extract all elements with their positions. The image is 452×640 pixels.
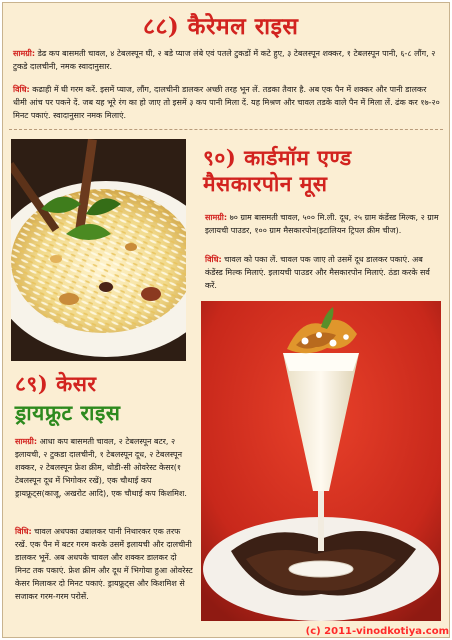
copyright-footer: (c) 2011-vinodkotiya.com (305, 626, 449, 637)
recipe-90-title (203, 145, 352, 197)
recipe-90-ingredients-label: सामग्री: (205, 213, 228, 222)
section-divider (9, 129, 443, 130)
recipe-90-title-line2: मैसकारपोन मूस (203, 171, 328, 196)
recipe-88-title: ८८) कैरेमल राइस (143, 13, 299, 40)
recipe-88-method (13, 83, 441, 122)
magazine-page (2, 2, 450, 638)
recipe-88-method-label: विधि: (13, 85, 30, 94)
recipe-89-ingredients-label: सामग्री: (15, 437, 38, 446)
recipe-90-ingredients (205, 211, 441, 237)
recipe-88-ingredients (13, 47, 441, 73)
recipe-88-ingredients-text: डेढ कप बासमती चावल, ४ टेबलस्पून घी, २ बडे प्याज लंबे एवं पतले टुकडों में कटे हुए, ३ टेबलस्पून शक्कर, १ टेबलस्पून पानी, ६-८ लौंग, २ टुकडे दालचीनी, नमक स्वादानुसार. (13, 49, 436, 71)
recipe-89-method (15, 525, 193, 603)
mousse-photo (201, 301, 441, 621)
recipe-89-method-text: चावल अधपका उबालकर पानी निथारकर एक तरफ रखें. एक पैन में बटर गरम करके उसमें इलायची और दालचीनी डालकर भूनें. अब अधपके चावल और शक्कर डालकर दो मिनट तक पकाएं. फ्रेश क्रीम और दूध में भिगोया हुआ ओवरेस्ट केसर मिलाकर दो मिनट पकाएं. ड्रायफ्रूट्स और किशमिश से सजाकर गरम-गरम परोसें. (15, 527, 193, 601)
recipe-88-ingredients-label: सामग्री: (13, 49, 36, 58)
recipe-90-ingredients-text: ७० ग्राम बासमती चावल, ५०० मि.ली. दूध, २५ ग्राम कंडेंस्ड मिल्क, २ ग्राम इलायची पाउडर, १०० ग्राम मैसकारपोन(इटालियन ट्रिपल क्रीम चीज). (205, 213, 439, 235)
recipe-89-title-line1: ८९) केसर (15, 371, 97, 396)
recipe-90-method-label: विधि: (205, 255, 222, 264)
recipe-89-method-label: विधि: (15, 527, 32, 536)
recipe-90-method-text: चावल को पका लें. चावल पक जाए तो उसमें दूध डालकर पकाएं. अब कंडेंस्ड मिल्क मिलाएं. इलायची पाउडर और मैसकारपोन मिलाएं. ठंडा करके सर्व करें. (205, 255, 430, 290)
recipe-88-method-text: कढाही में घी गरम करें. इसमें प्याज, लौंग, दालचीनी डालकर अच्छी तरह भून लें. तडका तैवार है. अब एक पैन में शक्कर और पानी डालकर धीमी आंच पर पकने दें. जब यह भूरे रंग का हो जाए तो इसमें ३ कप पानी मिला दें. यह मिश्रण और चावल तडके वाले पैन में मिला लें. ढंक कर १७-२० मिनट पकाएं. स्वादानुसार नमक मिलाएं. (13, 85, 440, 120)
recipe-89-title (15, 369, 120, 427)
recipe-89-ingredients-text: आधा कप बासमती चावल, २ टेबलस्पून बटर, २ इलायची, २ टुकडा दालचीनी, १ टेबलस्पून दूध, २ टेबलस्पून शक्कर, २ टेबलस्पून फ्रेश क्रीम, थोडी-सी ओवरेस्ट केसर(१ टेबलस्पून दूध में भिगोकर रखें), एक चौथाई कप ड्रायफ्रूट्स(काजू, अखरोट आदि), एक चौथाई कप किशमिश. (15, 437, 187, 498)
caramel-rice-photo (11, 139, 186, 361)
rice-dish-image (11, 139, 186, 361)
recipe-90-method (205, 253, 441, 292)
recipe-90-title-line1: ९०) कार्डमॉम एण्ड (203, 145, 352, 170)
mousse-glass-image (201, 301, 441, 621)
recipe-89-title-line2: ड्रायफ्रूट राइस (15, 400, 121, 425)
recipe-89-ingredients (15, 435, 193, 500)
